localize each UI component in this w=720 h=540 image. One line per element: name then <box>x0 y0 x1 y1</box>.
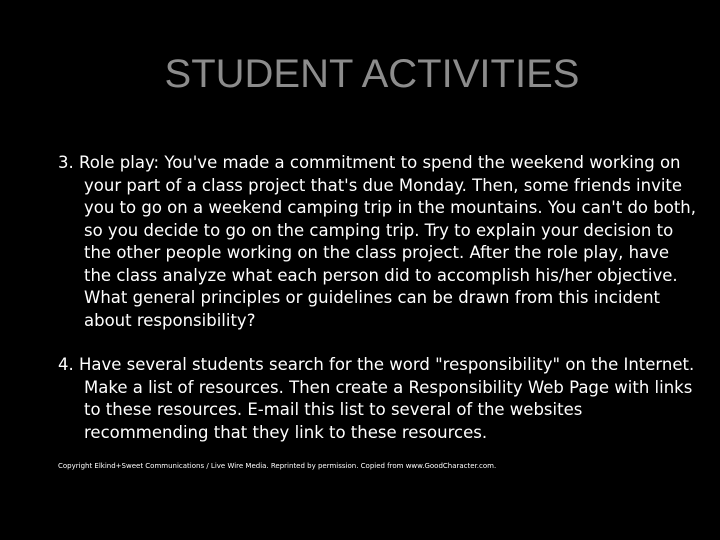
copyright-notice: Copyright Elkind+Sweet Communications / Live Wire Media. Reprinted by permission. Copied from www.GoodCharacter.com. <box>58 462 497 470</box>
activity-item-3: 3. Role play: You've made a commitment to spend the weekend working on your part of a class project that's due Monday. Then, some friends invite you to go on a weekend camping trip in the mountains. You can't do both, so you decide to go on the camping trip. Try to explain your decision to the other people working on the class project. After the role play, have the class analyze what each person did to accomplish his/her objective. What general principles or guidelines can be drawn from this incident about responsibility? <box>58 153 697 330</box>
slide-body <box>58 152 698 444</box>
slide-title: STUDENT ACTIVITIES <box>164 52 580 96</box>
activity-item-4: 4. Have several students search for the word "responsibility" on the Internet. Make a list of resources. Then create a Responsibility Web Page with links to these resources. E-mail this list to several of the websites recommending that they link to these resources. <box>58 355 695 442</box>
